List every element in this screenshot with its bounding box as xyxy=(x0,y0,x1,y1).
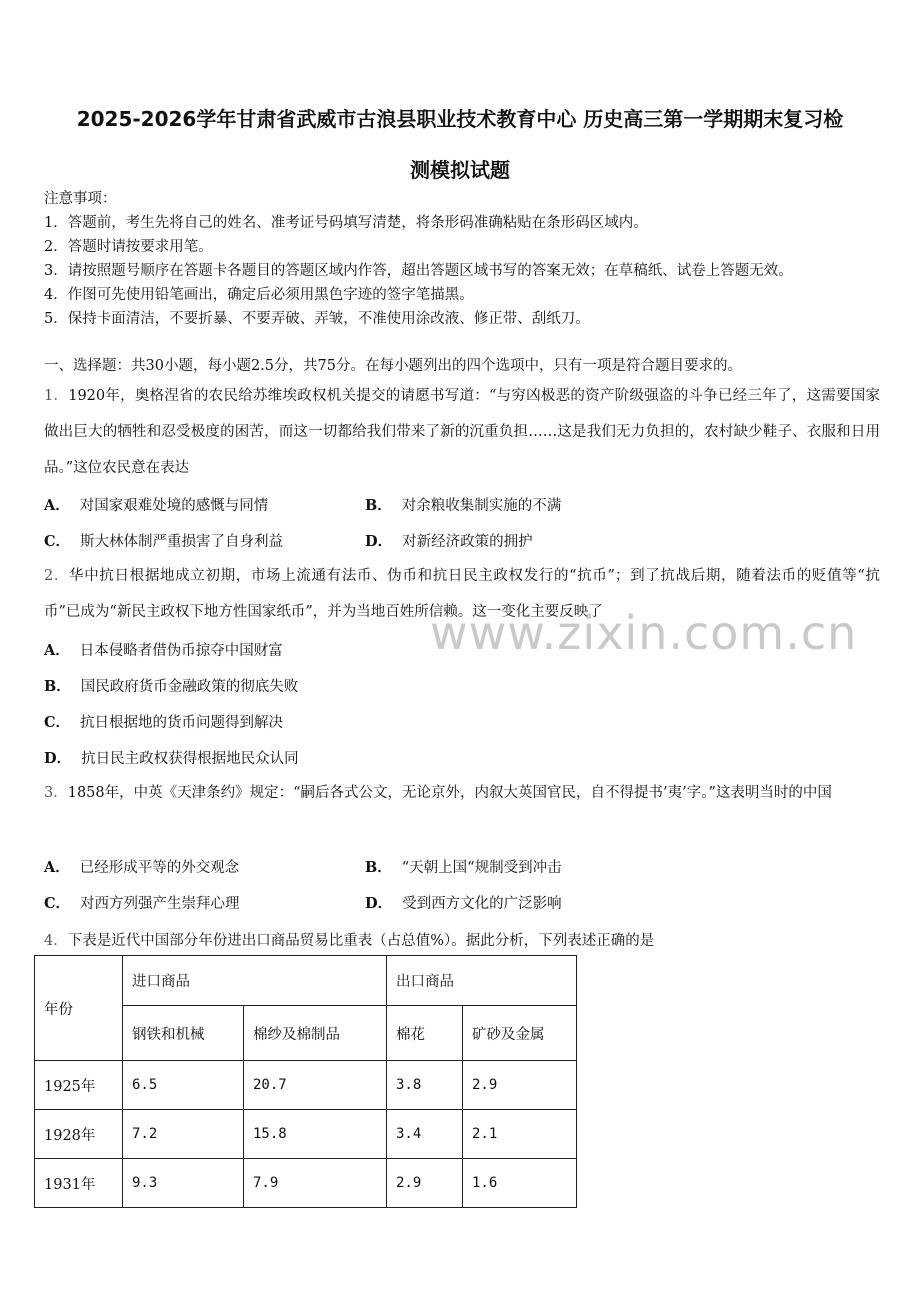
table-header-export: 出口商品 xyxy=(387,956,577,1006)
q3-option-b: B． “天朝上国“规制受到冲击 xyxy=(365,859,562,876)
table-header-year: 年份 xyxy=(35,956,123,1061)
q1-option-d: D． 对新经济政策的拥护 xyxy=(365,533,533,550)
note-item-1: 1．答题前，考生先将自己的姓名、准考证号码填写清楚，将条形码准确粘贴在条形码区域内。 xyxy=(44,215,648,231)
q3-option-a: A． 已经形成平等的外交观念 xyxy=(44,859,240,876)
table-row xyxy=(35,1110,577,1159)
q2-option-a: A． 日本侵略者借伪币掠夺中国财富 xyxy=(44,642,283,659)
question-2-text: 华中抗日根据地成立初期，市场上流通有法币、伪币和抗日民主政权发行的“抗币”；到了抗战后期，随着法币的贬值等“抗币”已成为“新民主政权下地方性国家纸币”，并为当地百姓所信赖。这一变化主要反映了 xyxy=(44,568,881,620)
table-cell-year: 1928年 xyxy=(35,1110,123,1159)
question-3-text: 1858年，中英《天津条约》规定：“嗣后各式公文，无论京外，内叙大英国官民，自不得提书’夷’字。”这表明当时的中国 xyxy=(67,785,832,801)
question-2-number: 2． xyxy=(44,568,70,584)
q1-option-c: C． 斯大林体制严重损害了自身利益 xyxy=(44,533,284,550)
table-cell-year: 1925年 xyxy=(35,1061,123,1110)
document-title xyxy=(20,94,900,196)
question-3 xyxy=(44,775,880,811)
table-cell: 7.2 xyxy=(123,1110,244,1159)
table-cell: 3.4 xyxy=(387,1110,463,1159)
question-4-number: 4． xyxy=(44,933,68,949)
question-4 xyxy=(44,929,654,950)
table-cell: 2.9 xyxy=(463,1061,577,1110)
watermark-text: www.zixin.com.cn xyxy=(430,606,858,660)
q2-option-b: B． 国民政府货币金融政策的彻底失败 xyxy=(44,678,299,695)
section-heading: 一、选择题：共30小题，每小题2.5分，共75分。在每小题列出的四个选项中，只有一项是符合题目要求的。 xyxy=(44,358,742,374)
table-cell: 15.8 xyxy=(244,1110,387,1159)
trade-table xyxy=(34,955,577,1208)
table-cell: 2.1 xyxy=(463,1110,577,1159)
table-cell: 9.3 xyxy=(123,1159,244,1208)
note-item-3: 3．请按照题号顺序在答题卡各题目的答题区域内作答，超出答题区域书写的答案无效；在草稿纸、试卷上答题无效。 xyxy=(44,263,793,279)
table-cell: 1.6 xyxy=(463,1159,577,1208)
q2-option-c: C． 抗日根据地的货币问题得到解决 xyxy=(44,714,284,731)
question-1-number: 1． xyxy=(44,388,69,404)
note-item-2: 2．答题时请按要求用笔。 xyxy=(44,239,213,255)
q3-option-c: C． 对西方列强产生崇拜心理 xyxy=(44,895,240,912)
q1-option-a: A． 对国家艰难处境的感慨与同情 xyxy=(44,497,269,514)
table-row xyxy=(35,1159,577,1208)
q3-option-d: D． 受到西方文化的广泛影响 xyxy=(365,895,562,912)
question-1-text: 1920年，奥格涅省的农民给苏维埃政权机关提交的请愿书写道：“与穷凶极恶的资产阶级强盗的斗争已经三年了，这需要国家做出巨大的牺牲和忍受极度的困苦，而这一切都给我们带来了新的沉重负担……这是我们无力负担的，农村缺少鞋子、衣服和日用品。”这位农民意在表达 xyxy=(44,388,880,476)
table-cell: 20.7 xyxy=(244,1061,387,1110)
table-row xyxy=(35,1061,577,1110)
q2-option-d: D． 抗日民主政权获得根据地民众认同 xyxy=(44,750,299,767)
note-item-4: 4．作图可先使用铅笔画出，确定后必须用黑色字迹的签字笔描黑。 xyxy=(44,287,474,303)
table-cell: 6.5 xyxy=(123,1061,244,1110)
notes-heading: 注意事项： xyxy=(44,191,117,207)
table-cell: 7.9 xyxy=(244,1159,387,1208)
table-cell-year: 1931年 xyxy=(35,1159,123,1208)
table-subheader: 棉纱及棉制品 xyxy=(244,1006,387,1061)
question-3-number: 3． xyxy=(44,785,68,801)
table-subheader: 矿砂及金属 xyxy=(463,1006,577,1061)
title-line-2: 测模拟试题 xyxy=(410,158,510,182)
question-4-text: 下表是近代中国部分年份进出口商品贸易比重表（占总值%）。据此分析，下列表述正确的是 xyxy=(67,933,655,949)
note-item-5: 5．保持卡面清洁，不要折暴、不要弄破、弄皱，不准使用涂改液、修正带、刮纸刀。 xyxy=(44,311,590,327)
table-subheader: 钢铁和机械 xyxy=(123,1006,244,1061)
table-subheader: 棉花 xyxy=(387,1006,463,1061)
q1-option-b: B． 对余粮收集制实施的不满 xyxy=(365,497,562,514)
table-cell: 3.8 xyxy=(387,1061,463,1110)
title-line-1: 2025-2026学年甘肃省武威市古浪县职业技术教育中心 历史高三第一学期期末复习检 xyxy=(76,107,844,131)
table-cell: 2.9 xyxy=(387,1159,463,1208)
question-1 xyxy=(44,378,880,486)
table-header-import: 进口商品 xyxy=(123,956,387,1006)
